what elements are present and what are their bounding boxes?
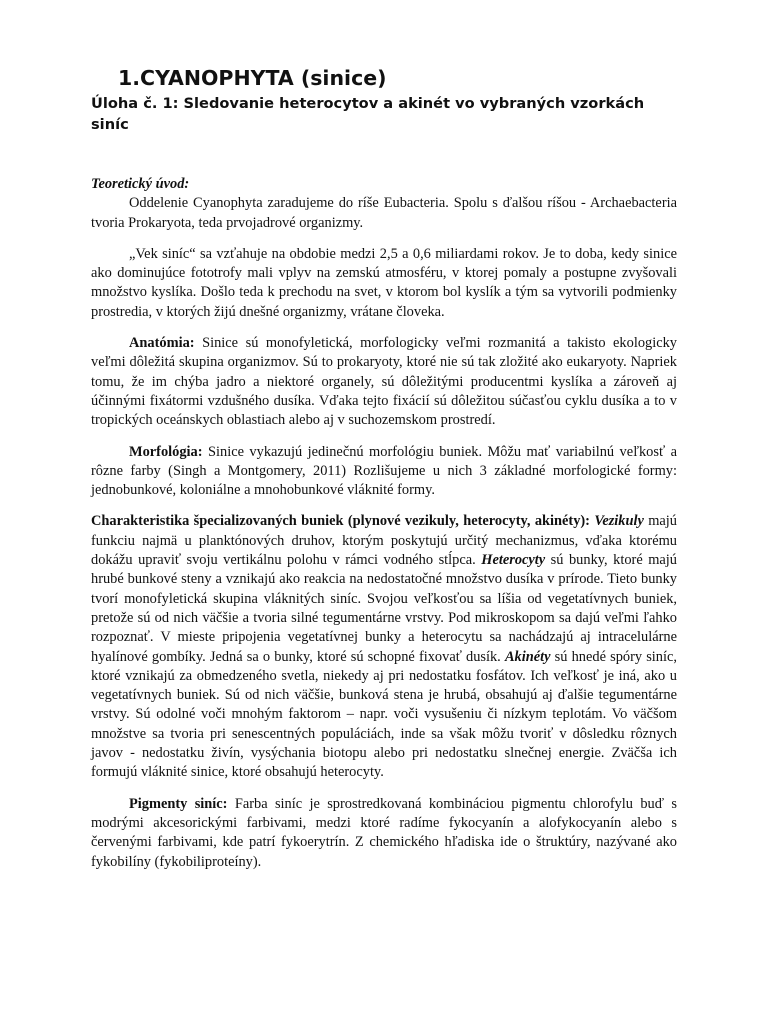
pigments-label: Pigmenty siníc: (129, 795, 228, 812)
term-vesicles: Vezikuly (594, 513, 644, 530)
vesicles-text: majú funkciu najmä u planktónových druhov, ktorým poskytujú určitý mechanizmus, vďaka ktorému dokážu upraviť svoju vertikálnu polohu v rámci vodného stĺpca. (91, 513, 677, 569)
document-title: 1.CYANOPHYTA (sinice) (118, 66, 387, 90)
akinetes-text: sú hnedé spóry siníc, ktoré vznikajú za obmedzeného svetla, niekedy aj pri nedostatku fosfátov. Ich veľkosť je iná, ako u vegetatívnych buniek. Sú od nich väčšie, bunková stena je hrubá, obsahujú aj ďalšie tegumentárne vrstvy. Sú odolné voči mnohým faktorom – napr. voči vysušeniu či nízkym teplotám. Vo väčšom množstve sa tvoria pri senescentných populáciách, inde sa však môžu tvoriť v dôsledku rôznych javov - nedostatku živín, vysýchania biotopu alebo pri nedostatku slnečnej energie. Zväčša ich formujú vláknité sinice, ktoré obsahujú heterocyty. (91, 648, 677, 781)
pigments-text: Farba siníc je sprostredkovaná kombináciou pigmentu chlorofylu buď s modrými akcesorickými farbivami, medzi ktoré radíme fykocyanín a alofykocyanín alebo s červenými farbivami, kde patrí fykoerytrín. Z chemického hľadiska ide o štruktúry, nazývané ako fykobilíny (fykobiliproteíny). (91, 795, 677, 870)
term-heterocytes: Heterocyty (481, 552, 546, 569)
paragraph-intro: Oddelenie Cyanophyta zaradujeme do ríše Eubacteria. Spolu s ďalšou ríšou - Archaebacteria tvoria Prokaryota, teda prvojadrové organizmy. (91, 195, 677, 231)
paragraph-anatomy (91, 334, 677, 430)
paragraph-specialized-cells (91, 512, 677, 782)
morphology-text: Sinice vykazujú jedinečnú morfológiu buniek. Môžu mať variabilnú veľkosť a rôzne farby (Singh a Montgomery, 2011) Rozlišujeme u nich 3 základné morfologické formy: jednobunkové, koloniálne a mnohobunkové vláknité formy. (91, 443, 677, 499)
section-label-intro: Teoretický úvod: (91, 176, 190, 192)
paragraph-age-of-cyanobacteria: „Vek siníc“ sa vzťahuje na obdobie medzi 2,5 a 0,6 miliardami rokov. Je to doba, kedy sinice ako dominujúce fototrofy mali vplyv na zemskú atmosféru, v ktorej pomaly a postupne zvyšovali množstvo kyslíka. Došlo teda k prechodu na svet, v ktorom bol kyslík a tým sa vytvorili podmienky prostredia, v ktorých žijú dnešné organizmy, vrátane človeka. (91, 245, 677, 320)
paragraph-pigments (91, 795, 677, 872)
term-akinetes: Akinéty (504, 648, 551, 665)
heterocytes-text: sú bunky, ktoré majú hrubé bunkové steny a vznikajú ako reakcia na nedostatočné množstvo dusíka v prírode. Tieto bunky tvorí monofyletická skupina vláknitých siníc. Svojou veľkosťou sa líšia od vegetatívnych buniek, pretože sú od nich väčšie a tvoria silné tegumentárne vrstvy. Pod mikroskopom sa dajú veľmi ľahko rozpoznať. V mieste pripojenia vegetatívnej bunky a heterocytu sa nachádzajú aj intracelulárne hyalínové gombíky. Jedná sa o bunky, ktoré sú schopné fixovať dusík. (91, 552, 677, 665)
anatomy-label: Anatómia: (129, 335, 195, 352)
anatomy-text: Sinice sú monofyletická, morfologicky veľmi rozmanitá a takisto ekologicky veľmi dôležitá skupina organizmov. Sú to prokaryoty, ktoré nie sú tak zložité ako eukaryoty. Napriek tomu, že im chýba jadro a niektoré organely, sú dôležitými producentmi kyslíka a zároveň aj účinnými fixátormi vzdušného dusíka. Vďaka tejto fixácií sú dôležitou súčasťou cyklu dusíka a to v tropických oceánskych oblastiach alebo aj v suchozemskom prostredí. (91, 335, 677, 429)
morphology-label: Morfológia: (129, 443, 203, 460)
paragraph-morphology (91, 443, 677, 501)
specialized-cells-label: Charakteristika špecializovaných buniek (plynové vezikuly, heterocyty, akinéty): (91, 513, 590, 530)
document-subtitle: Úloha č. 1: Sledovanie heterocytov a akinét vo vybraných vzorkách siníc (91, 95, 645, 133)
